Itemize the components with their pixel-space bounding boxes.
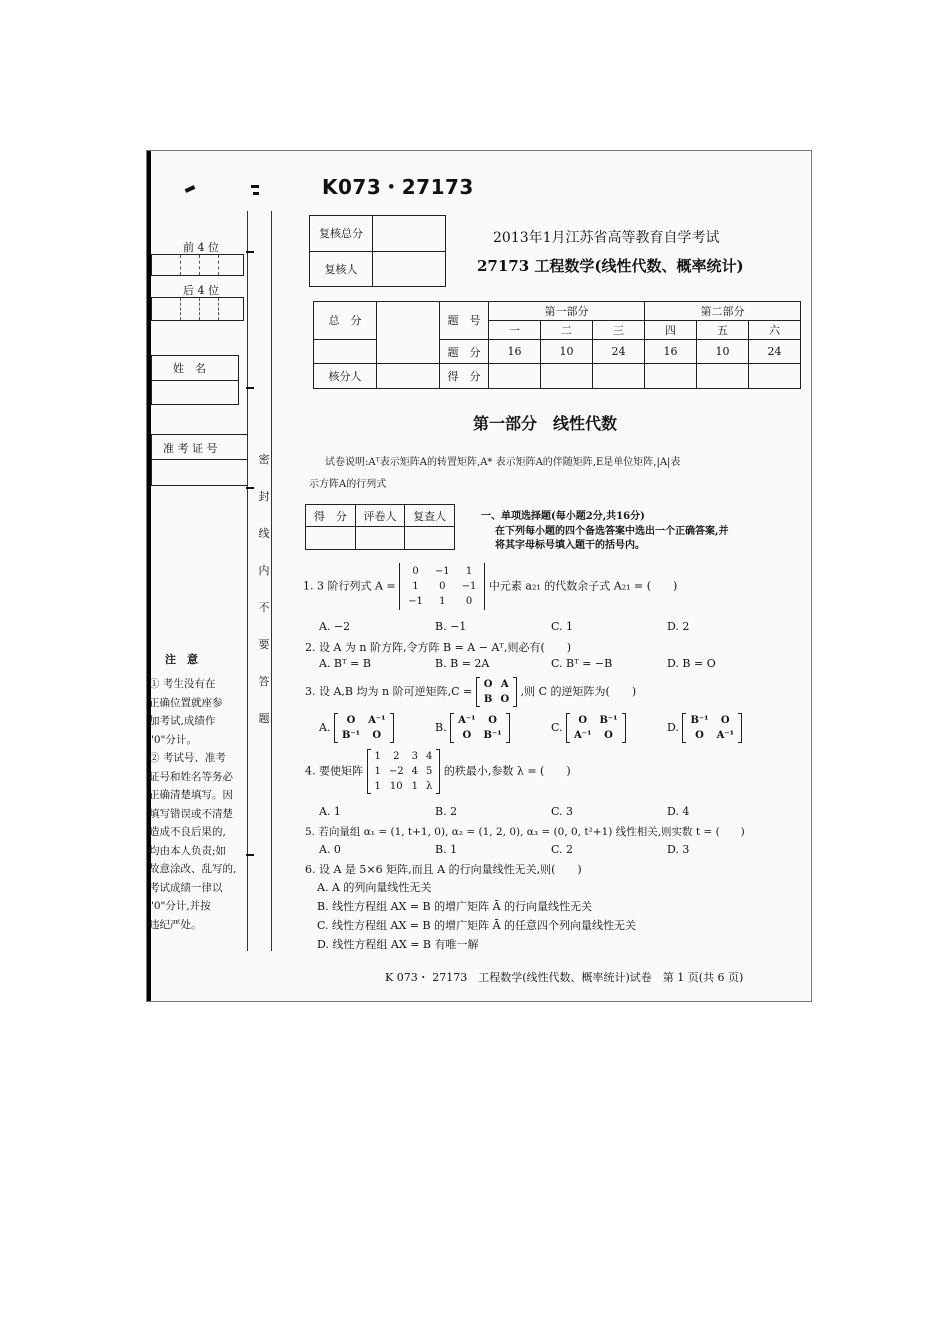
exam-code: K073・27173 [322, 175, 474, 199]
seal-char: 要 [258, 638, 270, 651]
q6-option-c[interactable]: C. 线性方程组 AX = B 的增广矩阵 Ā 的任意四个列向量线性无关 [317, 919, 637, 932]
matrix-cell: O [695, 730, 704, 741]
blank-cell [314, 339, 377, 364]
matrix-cell: A⁻¹ [716, 730, 734, 741]
option-matrix [682, 713, 742, 743]
matrix-cell: 0 [439, 581, 446, 592]
reviewer-label: 复核人 [310, 251, 373, 287]
course-title: 27173 工程数学(线性代数、概率统计) [477, 257, 744, 275]
seal-char: 答 [258, 675, 270, 688]
matrix-cell: O [604, 730, 613, 741]
instructions-line1: 试卷说明:Aᵀ表示矩阵A的转置矩阵,A* 表示矩阵A的伴随矩阵,E是单位矩阵,|A|表 [325, 457, 681, 468]
q3-matrix [476, 677, 517, 707]
grader-cell [405, 527, 455, 550]
row-label-points: 题 分 [440, 339, 489, 364]
registration-mark [253, 192, 259, 195]
matrix-cell: B⁻¹ [341, 730, 361, 741]
matrix-cell: A⁻¹ [574, 730, 592, 741]
row-label-number: 题 号 [440, 302, 489, 340]
notice-line: 加考试,成绩作 [149, 715, 216, 727]
seal-char: 密 [258, 453, 270, 466]
question-points: 24 [749, 339, 801, 364]
seal-char: 内 [258, 564, 270, 577]
matrix-cell: O [372, 730, 382, 741]
section1-heading: 一、单项选择题(每小题2分,共16分) [481, 511, 645, 522]
matrix-cell: 1 [411, 781, 418, 792]
option-label: A. [319, 721, 331, 734]
review-box [309, 215, 446, 287]
notice-line: 考试成绩一律以 [149, 881, 223, 894]
q4-option-c[interactable]: C. 3 [551, 805, 574, 818]
matrix-cell: λ [426, 781, 433, 792]
matrix-cell: B [483, 694, 493, 705]
question-points: 16 [489, 339, 541, 364]
question-points: 24 [593, 339, 645, 364]
question-points: 10 [697, 339, 749, 364]
back4-label: 后 4 位 [183, 284, 219, 297]
matrix-cell: B⁻¹ [690, 715, 709, 726]
q2-option-d[interactable]: D. B = O [667, 657, 716, 670]
notice-line: 证号和姓名等务必 [149, 770, 233, 783]
section1-desc2: 将其字母标号填入题干的括号内。 [495, 540, 645, 551]
page-footer: K 073・ 27173 工程数学(线性代数、概率统计)试卷 第 1 页(共 6 页) [385, 971, 744, 984]
matrix-cell: −1 [434, 566, 450, 577]
seal-tick [246, 387, 254, 389]
option-matrix [450, 713, 510, 743]
matrix-cell: B⁻¹ [599, 715, 618, 726]
notice-line: 违纪严处。 [149, 918, 202, 931]
seal-char: 封 [258, 490, 270, 503]
scanned-exam-page [146, 150, 812, 1002]
matrix-cell: 1 [412, 581, 419, 592]
matrix-cell: 10 [389, 781, 403, 792]
matrix-cell: O [500, 694, 510, 705]
notice-line: 正确位置就座参 [149, 696, 223, 709]
total-score-label: 总 分 [314, 302, 377, 340]
q3-option-a[interactable] [319, 713, 394, 743]
seal-char: 不 [258, 601, 270, 614]
question-points: 16 [645, 339, 697, 364]
matrix-cell: 0 [465, 596, 473, 607]
q5-option-b[interactable]: B. 1 [435, 843, 458, 856]
ticket-label: 准 考 证 号 [163, 442, 218, 455]
front4-label: 前 4 位 [183, 241, 219, 254]
q2-option-c[interactable]: C. Bᵀ = −B [551, 657, 613, 670]
matrix-cell: A⁻¹ [458, 715, 476, 726]
checker-cell [377, 364, 440, 389]
notice-line: "0"分计。 [149, 733, 197, 746]
matrix-cell: 5 [426, 766, 433, 777]
matrix-cell: 3 [411, 751, 418, 762]
matrix-cell: O [578, 715, 588, 726]
option-label: C. [551, 721, 563, 734]
q6-option-d[interactable]: D. 线性方程组 AX = B 有唯一解 [317, 938, 479, 951]
notice-line: 正确清楚填写。因 [149, 789, 233, 801]
score-cell [645, 364, 697, 389]
question-1 [303, 563, 677, 610]
q3-prefix: 3. 设 A,B 均为 n 阶可逆矩阵,C = [305, 685, 473, 698]
notice-line: "0"分计,并按 [149, 900, 211, 912]
notice-text [149, 675, 245, 934]
question-5: 5. 若向量组 α₁ = (1, t+1, 0), α₂ = (1, 2, 0), α₃ = (0, 0, t²+1) 线性相关,则实数 t = ( ) [305, 826, 745, 838]
matrix-cell: 1 [439, 596, 446, 607]
question-3 [305, 677, 636, 707]
q3-option-b[interactable] [435, 713, 510, 743]
review-total-label: 复核总分 [310, 216, 373, 252]
question-number: 二 [541, 321, 593, 339]
option-matrix [566, 713, 626, 743]
matrix-cell: 2 [393, 751, 400, 762]
q2-option-b[interactable]: B. B = 2A [435, 657, 490, 670]
q4-option-b[interactable]: B. 2 [435, 805, 458, 818]
instructions-line2: 示方阵A的行列式 [309, 479, 387, 490]
matrix-cell: 1 [374, 781, 381, 792]
matrix-cell: −1 [408, 596, 423, 607]
q6-option-a[interactable]: A. A 的列向量线性无关 [317, 881, 432, 894]
part1-header: 第一部分 [489, 302, 645, 321]
registration-mark [251, 185, 259, 188]
notice-line: 均由本人负责;如 [149, 844, 227, 857]
q5-option-d[interactable]: D. 3 [667, 843, 690, 856]
part1-title: 第一部分 线性代数 [473, 414, 618, 433]
exam-title: 2013年1月江苏省高等教育自学考试 [493, 230, 720, 246]
q3-option-d[interactable] [667, 713, 742, 743]
question-number: 三 [593, 321, 645, 339]
question-number: 五 [697, 321, 749, 339]
matrix-cell: O [488, 715, 497, 726]
q1-option-a[interactable]: A. −2 [319, 620, 351, 633]
score-cell [593, 364, 645, 389]
question-points: 10 [541, 339, 593, 364]
q1-option-b[interactable]: B. −1 [435, 620, 467, 633]
matrix-cell: O [720, 715, 730, 726]
q3-option-c[interactable] [551, 713, 626, 743]
matrix-cell: O [346, 715, 356, 726]
notice-line: 故意涂改、乱写的, [149, 863, 237, 875]
matrix-cell: O [483, 679, 493, 690]
back4-boxes [151, 297, 244, 321]
matrix-cell: −2 [388, 766, 404, 777]
registration-mark [185, 185, 196, 193]
q4-option-d[interactable]: D. 4 [667, 805, 690, 818]
q4-suffix: 的秩最小,参数 λ = ( ) [443, 764, 571, 778]
notice-line: 造成不良后果的, [149, 826, 226, 838]
question-number: 一 [489, 321, 541, 339]
notice-title: 注 意 [165, 653, 198, 666]
matrix-cell: A⁻¹ [368, 715, 386, 726]
section1-desc1: 在下列每小题的四个备选答案中选出一个正确答案,并 [495, 526, 729, 537]
grader-cell [306, 527, 356, 550]
q1-option-c[interactable]: C. 1 [551, 620, 574, 633]
q2-option-a[interactable]: A. Bᵀ = B [319, 657, 371, 670]
question-2: 2. 设 A 为 n 阶方阵,令方阵 B = A − Aᵀ,则必有( ) [305, 641, 572, 654]
q1-suffix: 中元素 a₂₁ 的代数余子式 A₂₁ = ( ) [488, 579, 678, 593]
review-total-cell [373, 216, 446, 252]
grader-cell [355, 527, 405, 550]
q4-matrix [367, 749, 441, 794]
matrix-cell: 1 [374, 766, 381, 777]
seal-line-right [271, 211, 272, 951]
grader-label: 评卷人 [355, 505, 405, 527]
matrix-cell: B⁻¹ [483, 730, 502, 741]
q5-option-a[interactable]: A. 0 [319, 843, 341, 856]
question-6: 6. 设 A 是 5×6 矩阵,而且 A 的行向量线性无关,则( ) [305, 863, 582, 876]
checker-label: 核分人 [314, 364, 377, 389]
q1-determinant [399, 563, 485, 610]
matrix-cell: 4 [411, 766, 418, 777]
grader-table [305, 504, 455, 550]
matrix-cell: 1 [465, 566, 473, 577]
score-cell [697, 364, 749, 389]
total-score-cell [377, 302, 440, 364]
question-number: 四 [645, 321, 697, 339]
seal-line-left [247, 211, 248, 951]
matrix-cell: O [462, 730, 472, 741]
seal-char: 题 [258, 712, 270, 725]
matrix-cell: A [500, 679, 509, 690]
q4-prefix: 4. 要使矩阵 [305, 764, 363, 778]
q4-option-a[interactable]: A. 1 [319, 805, 341, 818]
q1-prefix: 1. 3 阶行列式 A = [303, 579, 396, 593]
matrix-cell: 4 [426, 751, 433, 762]
option-label: B. [435, 721, 447, 734]
q6-option-b[interactable]: B. 线性方程组 AX = B 的增广矩阵 Ā 的行向量线性无关 [317, 900, 593, 913]
q5-option-c[interactable]: C. 2 [551, 843, 574, 856]
grader-reviewer-label: 复查人 [405, 505, 455, 527]
seal-char: 线 [258, 527, 270, 540]
grader-score-label: 得 分 [306, 505, 356, 527]
score-cell [541, 364, 593, 389]
seal-tick [246, 251, 254, 253]
notice-line: ① 考生没有在 [149, 678, 216, 690]
q1-option-d[interactable]: D. 2 [667, 620, 690, 633]
matrix-cell: −1 [461, 581, 477, 592]
score-table [313, 301, 801, 389]
part2-header: 第二部分 [645, 302, 801, 321]
q3-suffix: ,则 C 的逆矩阵为( ) [520, 685, 637, 698]
matrix-cell: 1 [374, 751, 381, 762]
front4-boxes [151, 254, 244, 276]
notice-line: 填写错误或不清楚 [149, 807, 233, 820]
seal-tick [246, 487, 254, 489]
question-number: 六 [749, 321, 801, 339]
row-label-score: 得 分 [440, 364, 489, 389]
notice-line: ② 考试号、准考 [149, 752, 226, 764]
name-label: 姓 名 [173, 362, 206, 375]
reviewer-cell [373, 251, 446, 287]
question-4 [305, 749, 571, 794]
score-cell [489, 364, 541, 389]
score-cell [749, 364, 801, 389]
seal-tick [246, 854, 254, 856]
matrix-cell: 0 [412, 566, 419, 577]
option-matrix [334, 713, 394, 743]
option-label: D. [667, 721, 679, 734]
